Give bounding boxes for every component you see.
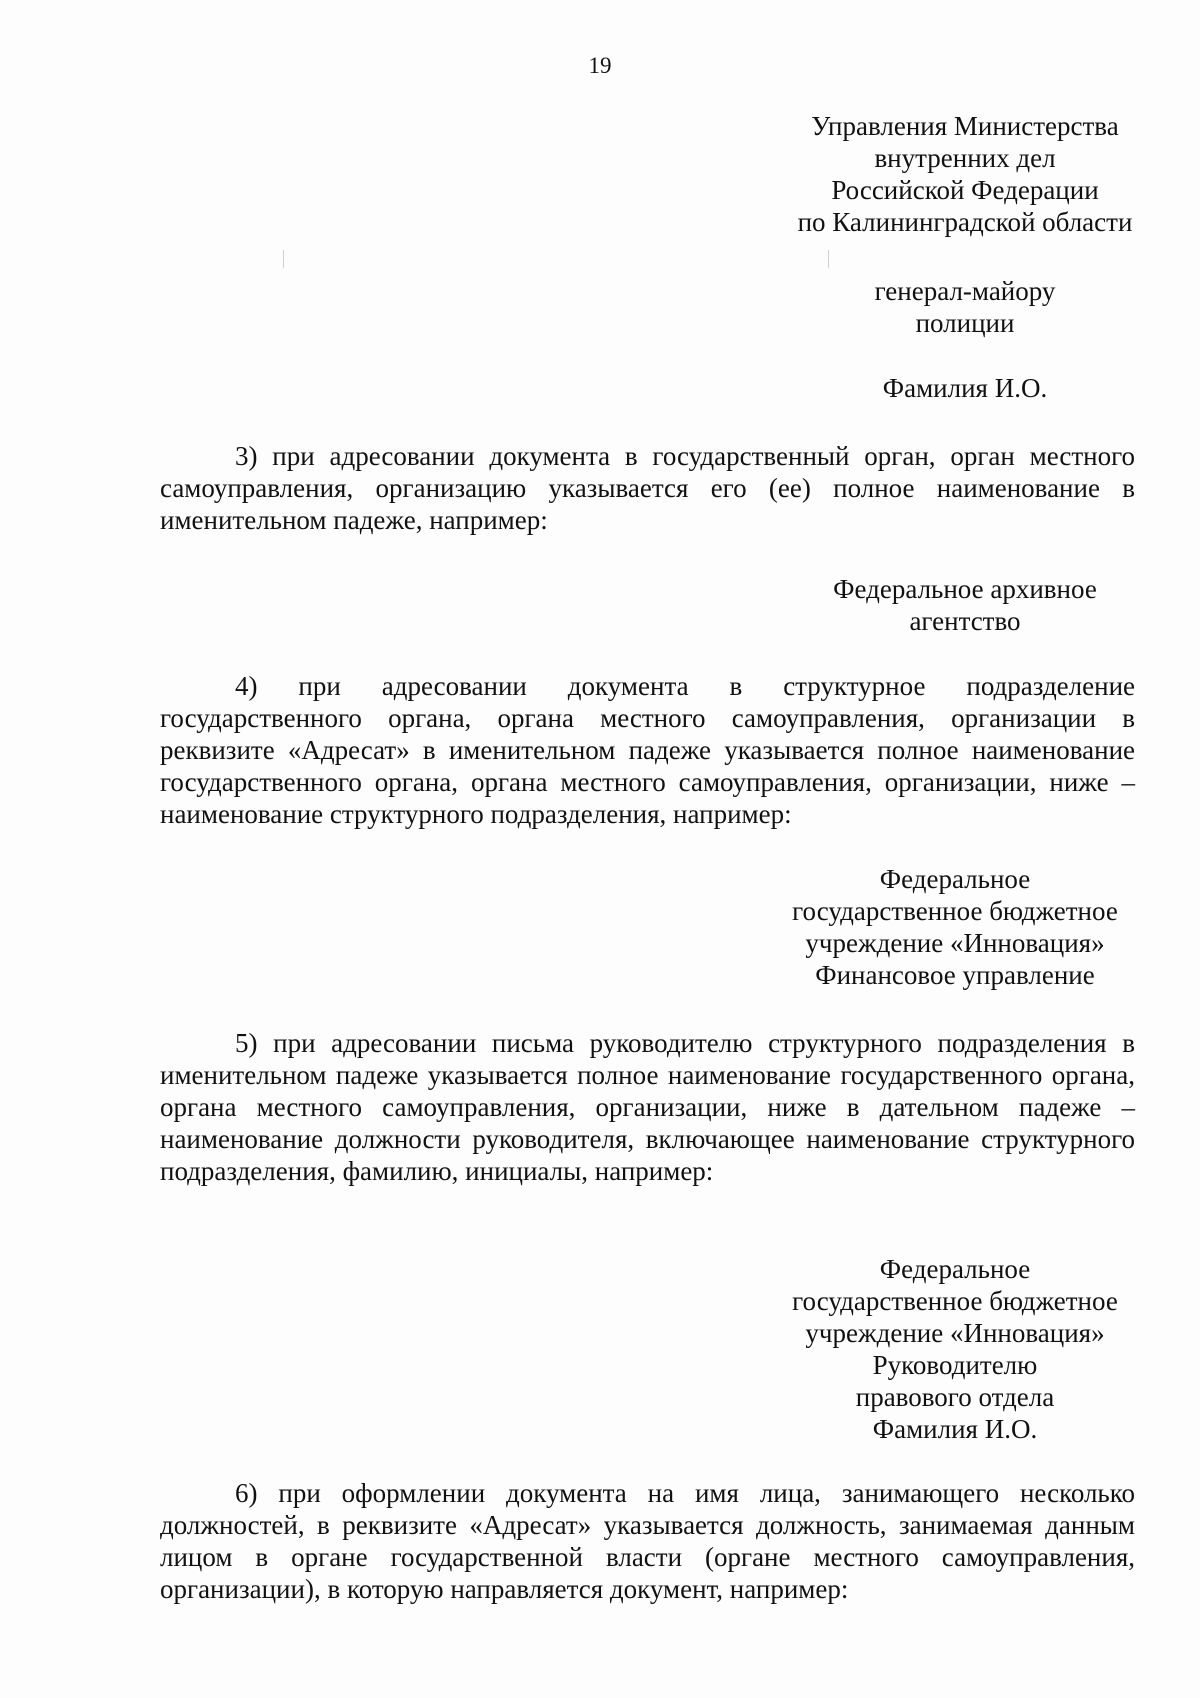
position-line: полиции xyxy=(915,308,1015,338)
page-number: 19 xyxy=(588,53,612,78)
addressee-line: правового отдела xyxy=(855,1382,1055,1412)
paragraph-text: 6) при оформлении документа на имя лица, занимающего несколько должностей, в реквизите «Адресат» указывается должность, занимаемая данным лицом в органе государственной власти (органе местного самоуправления, организации), в которую направляется документ, например: xyxy=(160,1478,1135,1604)
addressee-line: учреждение «Инновация» xyxy=(805,928,1105,958)
addressee-line: агентство xyxy=(909,606,1021,636)
paragraph-5 xyxy=(160,1027,1135,1187)
addressee-line: учреждение «Инновация» xyxy=(805,1318,1105,1348)
addressee-line: Финансовое управление xyxy=(815,960,1095,990)
position-line: генерал-майору xyxy=(874,276,1056,306)
addressee-line: Федеральное архивное xyxy=(833,574,1097,604)
addressee-line: по Калининградской области xyxy=(797,207,1133,237)
addressee-line: внутренних дел xyxy=(874,143,1056,173)
scan-speck xyxy=(283,250,284,268)
addressee-line: Федеральное xyxy=(879,864,1031,894)
addressee-line: Руководителю xyxy=(872,1350,1038,1380)
addressee-block-institution xyxy=(760,863,1150,991)
addressee-line: государственное бюджетное xyxy=(792,1286,1118,1316)
addressee-block-ministry xyxy=(770,110,1160,238)
addressee-line: Российской Федерации xyxy=(831,175,1099,205)
person-name: Фамилия И.О. xyxy=(882,373,1048,403)
addressee-position xyxy=(770,275,1160,339)
paragraph-text: 5) при адресовании письма руководителю структурного подразделения в именительном падеже указывается полное наименование государственного органа, органа местного самоуправления, организации, ниже в дательном падеже – наименование должности руководителя, включающее наименование структурного подразделения, фамилию, инициалы, например: xyxy=(160,1028,1135,1186)
addressee-line: государственное бюджетное xyxy=(792,896,1118,926)
scan-speck xyxy=(828,250,829,268)
paragraph-6 xyxy=(160,1477,1135,1605)
addressee-block-legal xyxy=(760,1253,1150,1445)
addressee-line: Федеральное xyxy=(879,1254,1031,1284)
paragraph-text: 4) при адресовании документа в структурное подразделение государственного органа, органа местного самоуправления, организации в реквизите «Адресат» в именительном падеже указывается полное наименование государственного органа, органа местного самоуправления, организации, ниже – наименование структурного подразделения, например: xyxy=(160,671,1135,829)
addressee-block-archive xyxy=(790,573,1140,637)
paragraph-text: 3) при адресовании документа в государственный орган, орган местного самоуправления, организацию указывается его (ее) полное наименование в именительном падеже, например: xyxy=(160,441,1135,535)
paragraph-4 xyxy=(160,670,1135,830)
addressee-line: Фамилия И.О. xyxy=(872,1414,1038,1444)
paragraph-3 xyxy=(160,440,1135,536)
addressee-line: Управления Министерства xyxy=(811,111,1119,141)
addressee-name xyxy=(770,372,1160,404)
